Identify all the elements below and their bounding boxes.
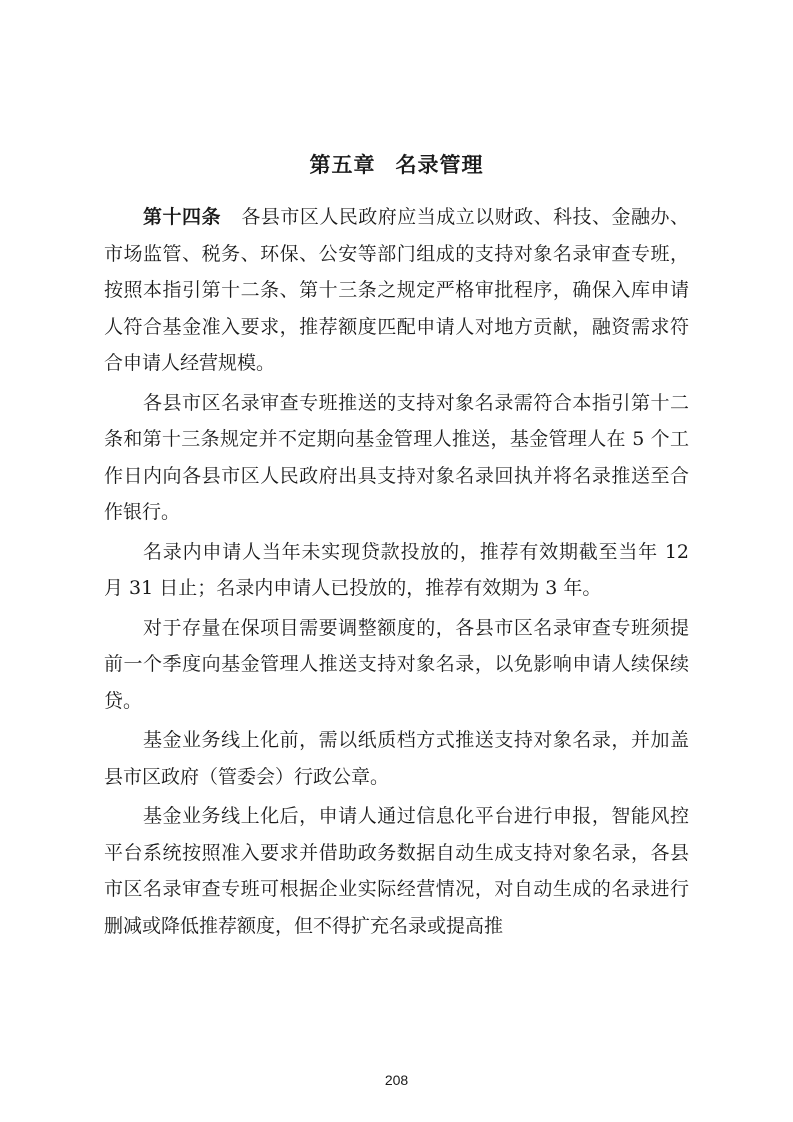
chapter-number: 第五章: [309, 153, 376, 177]
chapter-heading: [0, 151, 793, 179]
document-body: [104, 199, 689, 944]
page-number: 208: [384, 1072, 409, 1088]
paragraph-text: 各县市区人民政府应当成立以财政、科技、金融办、市场监管、税务、环保、公安等部门组成的支持对象名录审查专班，按照本指引第十二条、第十三条之规定严格审批程序，确保入库申请人符合基金准入要求，推荐额度匹配申请人对地方贡献，融资需求符合申请人经营规模。: [104, 206, 689, 374]
paragraph: 基金业务线上化前，需以纸质档方式推送支持对象名录，并加盖县市区政府（管委会）行政公章。: [104, 729, 689, 788]
paragraph: [104, 199, 689, 382]
article-label: 第十四条: [143, 206, 221, 228]
paragraph: 基金业务线上化后，申请人通过信息化平台进行申报，智能风控平台系统按照准入要求并借助政务数据自动生成支持对象名录，各县市区名录审查专班可根据企业实际经营情况，对自动生成的名录进行删减或降低推荐额度，但不得扩充名录或提高推: [104, 805, 689, 937]
paragraph: 对于存量在保项目需要调整额度的，各县市区名录审查专班须提前一个季度向基金管理人推送支持对象名录，以免影响申请人续保续贷。: [104, 616, 689, 712]
chapter-title-text: 名录管理: [395, 153, 484, 177]
paragraph: 名录内申请人当年未实现贷款投放的，推荐有效期截至当年 12 月 31 日止；名录内申请人已投放的，推荐有效期为 3 年。: [104, 540, 689, 599]
paragraph: 各县市区名录审查专班推送的支持对象名录需符合本指引第十二条和第十三条规定并不定期向基金管理人推送，基金管理人在 5 个工作日内向各县市区人民政府出具支持对象名录回执并将名录推送至合作银行。: [104, 391, 689, 523]
